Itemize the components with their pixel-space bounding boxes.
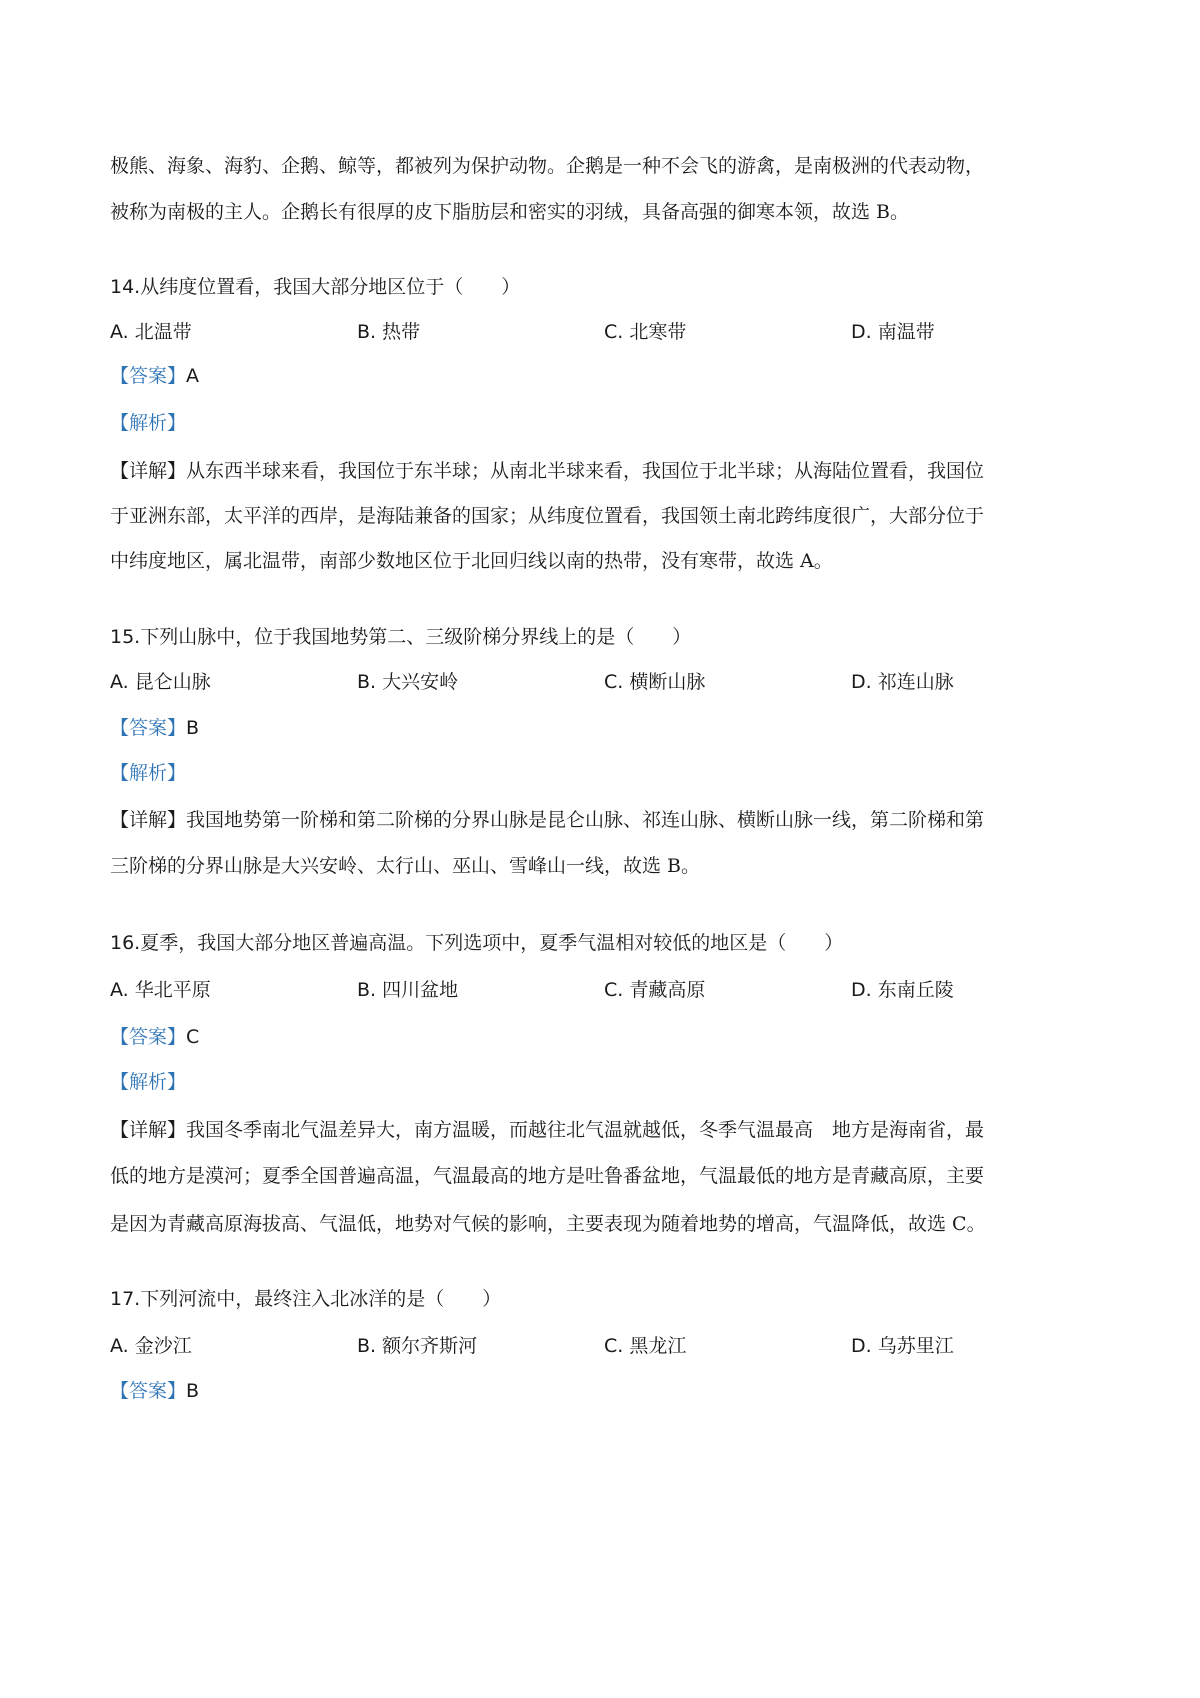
q16-option-b: B. 四川盆地 xyxy=(357,979,459,1001)
q14-detail-line-2: 于亚洲东部，太平洋的西岸，是海陆兼备的国家；从纬度位置看，我国领土南北跨纬度很广，大部分位于 xyxy=(110,505,985,527)
q14-option-d: D. 南温带 xyxy=(851,321,935,343)
q15-detail-line-2: 三阶梯的分界山脉是大兴安岭、太行山、巫山、雪峰山一线，故选 B。 xyxy=(110,855,701,877)
question-17-stem: 17.下列河流中，最终注入北冰洋的是（ ） xyxy=(110,1288,502,1310)
q16-option-c: C. 青藏高原 xyxy=(604,979,706,1001)
q14-option-c: C. 北寒带 xyxy=(604,321,687,343)
answer-value: B xyxy=(186,1380,200,1402)
q14-detail-line-3: 中纬度地区，属北温带，南部少数地区位于北回归线以南的热带，没有寒带，故选 A。 xyxy=(110,550,833,572)
q16-option-d: D. 东南丘陵 xyxy=(851,979,954,1001)
question-15-stem: 15.下列山脉中，位于我国地势第二、三级阶梯分界线上的是（ ） xyxy=(110,626,692,648)
q15-analysis xyxy=(110,760,186,786)
q16-option-a: A. 华北平原 xyxy=(110,979,211,1001)
q16-answer xyxy=(110,1024,199,1050)
detail-tag: 【详解】 xyxy=(110,809,187,831)
q15-option-b: B. 大兴安岭 xyxy=(357,671,459,693)
answer-tag: 【答案】 xyxy=(110,1026,187,1048)
q17-option-a: A. 金沙江 xyxy=(110,1335,192,1357)
intro-line-2: 被称为南极的主人。企鹅长有很厚的皮下脂肪层和密实的羽绒，具备高强的御寒本领，故选 B。 xyxy=(110,201,910,223)
q17-option-b: B. 额尔齐斯河 xyxy=(357,1335,478,1357)
answer-tag: 【答案】 xyxy=(110,717,187,739)
intro-line-1: 极熊、海象、海豹、企鹅、鲸等，都被列为保护动物。企鹅是一种不会飞的游禽，是南极洲的代表动物， xyxy=(110,155,985,177)
analysis-tag: 【解析】 xyxy=(110,412,187,434)
answer-value: A xyxy=(186,365,200,387)
answer-tag: 【答案】 xyxy=(110,1380,187,1402)
q15-detail-line-1: 【详解】我国地势第一阶梯和第二阶梯的分界山脉是昆仑山脉、祁连山脉、横断山脉一线，第二阶梯和第 xyxy=(110,809,985,831)
q17-option-c: C. 黑龙江 xyxy=(604,1335,687,1357)
q14-answer xyxy=(110,363,199,389)
analysis-tag: 【解析】 xyxy=(110,1071,187,1093)
q15-option-c: C. 横断山脉 xyxy=(604,671,706,693)
q14-detail-line-1: 【详解】从东西半球来看，我国位于东半球；从南北半球来看，我国位于北半球；从海陆位置看，我国位 xyxy=(110,460,985,482)
question-16-stem: 16.夏季，我国大部分地区普遍高温。下列选项中，夏季气温相对较低的地区是（ ） xyxy=(110,932,844,954)
question-14-stem: 14.从纬度位置看，我国大部分地区位于（ ） xyxy=(110,276,521,298)
answer-tag: 【答案】 xyxy=(110,365,187,387)
q15-answer xyxy=(110,715,199,741)
q14-analysis xyxy=(110,410,186,436)
q17-answer xyxy=(110,1378,199,1404)
q17-option-d: D. 乌苏里江 xyxy=(851,1335,954,1357)
detail-tag: 【详解】 xyxy=(110,460,187,482)
q14-option-a: A. 北温带 xyxy=(110,321,192,343)
detail-tag: 【详解】 xyxy=(110,1119,187,1141)
q16-detail-line-2: 低的地方是漠河；夏季全国普遍高温，气温最高的地方是吐鲁番盆地，气温最低的地方是青藏高原，主要 xyxy=(110,1165,985,1187)
analysis-tag: 【解析】 xyxy=(110,762,187,784)
q15-option-d: D. 祁连山脉 xyxy=(851,671,954,693)
q14-option-b: B. 热带 xyxy=(357,321,421,343)
answer-value: C xyxy=(186,1026,200,1048)
answer-value: B xyxy=(186,717,200,739)
q16-detail-line-3: 是因为青藏高原海拔高、气温低，地势对气候的影响，主要表现为随着地势的增高，气温降低，故选 C。 xyxy=(110,1213,986,1235)
q15-option-a: A. 昆仑山脉 xyxy=(110,671,211,693)
q16-detail-line-1: 【详解】我国冬季南北气温差异大，南方温暖，而越往北气温就越低，冬季气温最高 地方是海南省，最 xyxy=(110,1119,985,1141)
q16-analysis xyxy=(110,1069,186,1095)
